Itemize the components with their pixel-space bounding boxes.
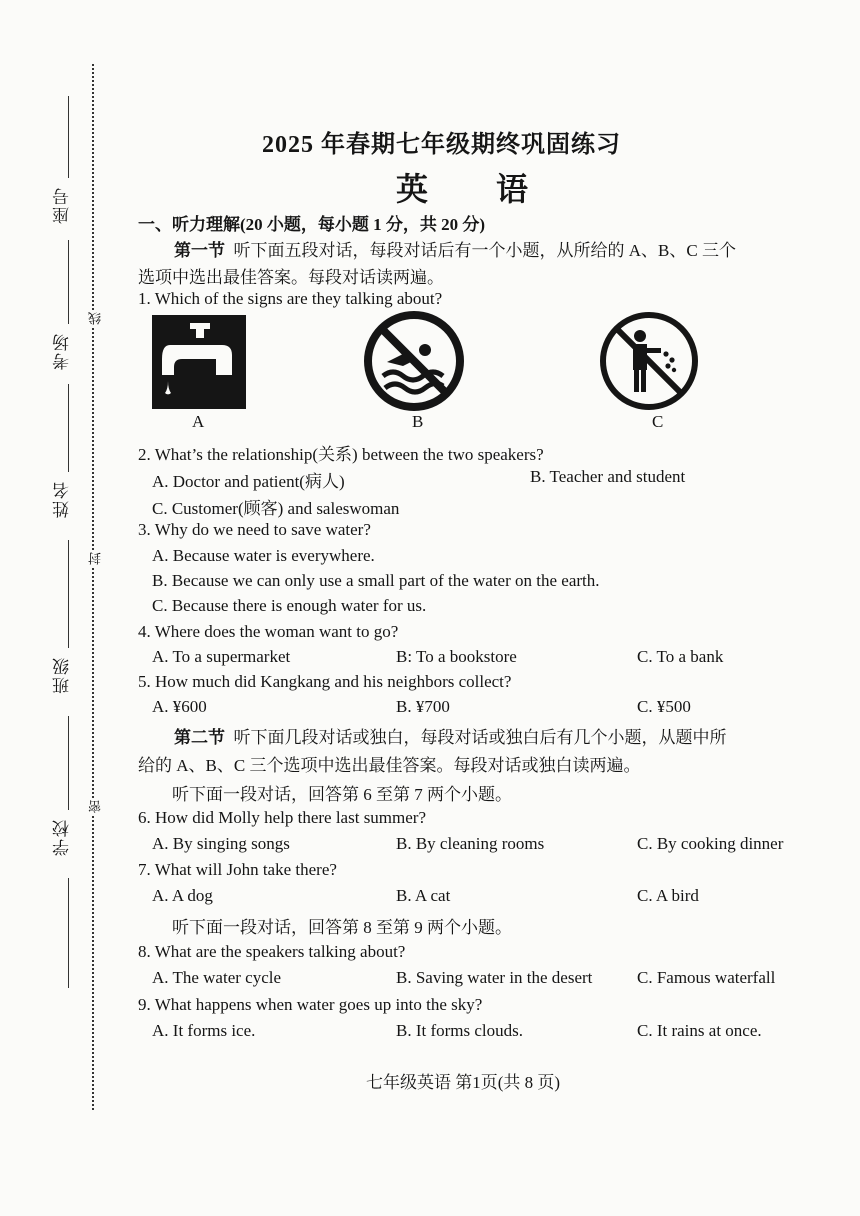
q2-option-b: B. Teacher and student	[530, 467, 686, 486]
seal-char-secret: 密	[88, 800, 103, 813]
name-fill-line	[68, 384, 69, 472]
no-littering-sign-icon	[598, 310, 700, 412]
q3-stem: 3. Why do we need to save water?	[138, 520, 371, 539]
class-fill-line	[68, 540, 69, 648]
section2-instruction-line2: 给的 A、B、C 三个选项中选出最佳答案。每段对话或独白读两遍。	[138, 756, 641, 775]
binding-dotted-line	[92, 64, 94, 1110]
q6-option-a: A. By singing songs	[152, 834, 290, 853]
seat-fill-line	[68, 96, 69, 178]
section1-instruction-line2: 选项中选出最佳答案。每段对话读两遍。	[138, 268, 444, 287]
q5-stem: 5. How much did Kangkang and his neighbors collect?	[138, 672, 512, 691]
q3-option-a: A. Because water is everywhere.	[152, 546, 375, 565]
tap-sign-icon	[152, 315, 246, 409]
q7-option-a: A. A dog	[152, 886, 213, 905]
q2-stem: 2. What’s the relationship(关系) between the two speakers?	[138, 445, 544, 464]
room-fill-line	[68, 240, 69, 324]
q9-option-a: A. It forms ice.	[152, 1021, 256, 1040]
part1-heading: 一、听力理解(20 小题，每小题 1 分，共 20 分)	[138, 215, 486, 234]
q9-option-c: C. It rains at once.	[637, 1021, 762, 1040]
q8-option-a: A. The water cycle	[152, 968, 282, 987]
sub-instruction-8-9: 听下面一段对话，回答第 8 至第 9 两个小题。	[172, 918, 512, 937]
seat-label: 座号	[53, 186, 72, 224]
section1-label: 第一节	[174, 241, 225, 260]
q8-option-c: C. Famous waterfall	[637, 968, 776, 987]
seal-char-seal: 封	[88, 552, 103, 565]
q4-stem: 4. Where does the woman want to go?	[138, 622, 399, 641]
q2-option-c: C. Customer(顾客) and saleswoman	[152, 499, 400, 518]
extra-fill-line	[68, 878, 69, 988]
q4-option-a: A. To a supermarket	[152, 647, 291, 666]
name-label: 姓名	[53, 480, 72, 518]
q9-stem: 9. What happens when water goes up into the sky?	[138, 995, 483, 1014]
q5-option-c: C. ¥500	[637, 697, 691, 716]
section2-text: 听下面几段对话或独白，每段对话或独白后有几个小题，从题中所	[233, 728, 727, 747]
q9-option-b: B. It forms clouds.	[396, 1021, 524, 1040]
q1-option-b-label: B	[412, 412, 424, 431]
q5-option-a: A. ¥600	[152, 697, 207, 716]
exam-title: 2025 年春期七年级期终巩固练习	[262, 132, 621, 158]
school-label: 学校	[53, 818, 72, 856]
q2-option-a: A. Doctor and patient(病人)	[152, 472, 345, 491]
q1-option-c-label: C	[652, 412, 664, 431]
page-footer: 七年级英语 第1页(共 8 页)	[366, 1073, 561, 1092]
q1-option-a-label: A	[192, 412, 205, 431]
subject-title: 英 语	[396, 171, 559, 207]
q4-option-c: C. To a bank	[637, 647, 724, 666]
q6-option-c: C. By cooking dinner	[637, 834, 784, 853]
sub-instruction-6-7: 听下面一段对话，回答第 6 至第 7 两个小题。	[172, 785, 512, 804]
q6-stem: 6. How did Molly help there last summer?	[138, 808, 427, 827]
q7-option-b: B. A cat	[396, 886, 451, 905]
q4-option-b: B: To a bookstore	[396, 647, 517, 666]
room-label: 考场	[53, 332, 72, 370]
q8-stem: 8. What are the speakers talking about?	[138, 942, 406, 961]
q8-option-b: B. Saving water in the desert	[396, 968, 593, 987]
q6-option-b: B. By cleaning rooms	[396, 834, 545, 853]
q7-stem: 7. What will John take there?	[138, 860, 337, 879]
school-fill-line	[68, 716, 69, 810]
class-label: 班级	[53, 656, 72, 694]
q7-option-c: C. A bird	[637, 886, 699, 905]
section2-instruction-line1	[174, 723, 727, 748]
section2-label: 第二节	[174, 728, 225, 747]
section1-instruction-line1	[174, 236, 736, 261]
q5-option-b: B. ¥700	[396, 697, 450, 716]
q3-option-b: B. Because we can only use a small part of the water on the earth.	[152, 571, 600, 590]
q1-stem: 1. Which of the signs are they talking about?	[138, 289, 443, 308]
seal-char-line: 线	[88, 312, 103, 325]
section1-text: 听下面五段对话，每段对话后有一个小题，从所给的 A、B、C 三个	[233, 241, 736, 260]
q3-option-c: C. Because there is enough water for us.	[152, 596, 427, 615]
no-swimming-sign-icon	[363, 310, 465, 412]
